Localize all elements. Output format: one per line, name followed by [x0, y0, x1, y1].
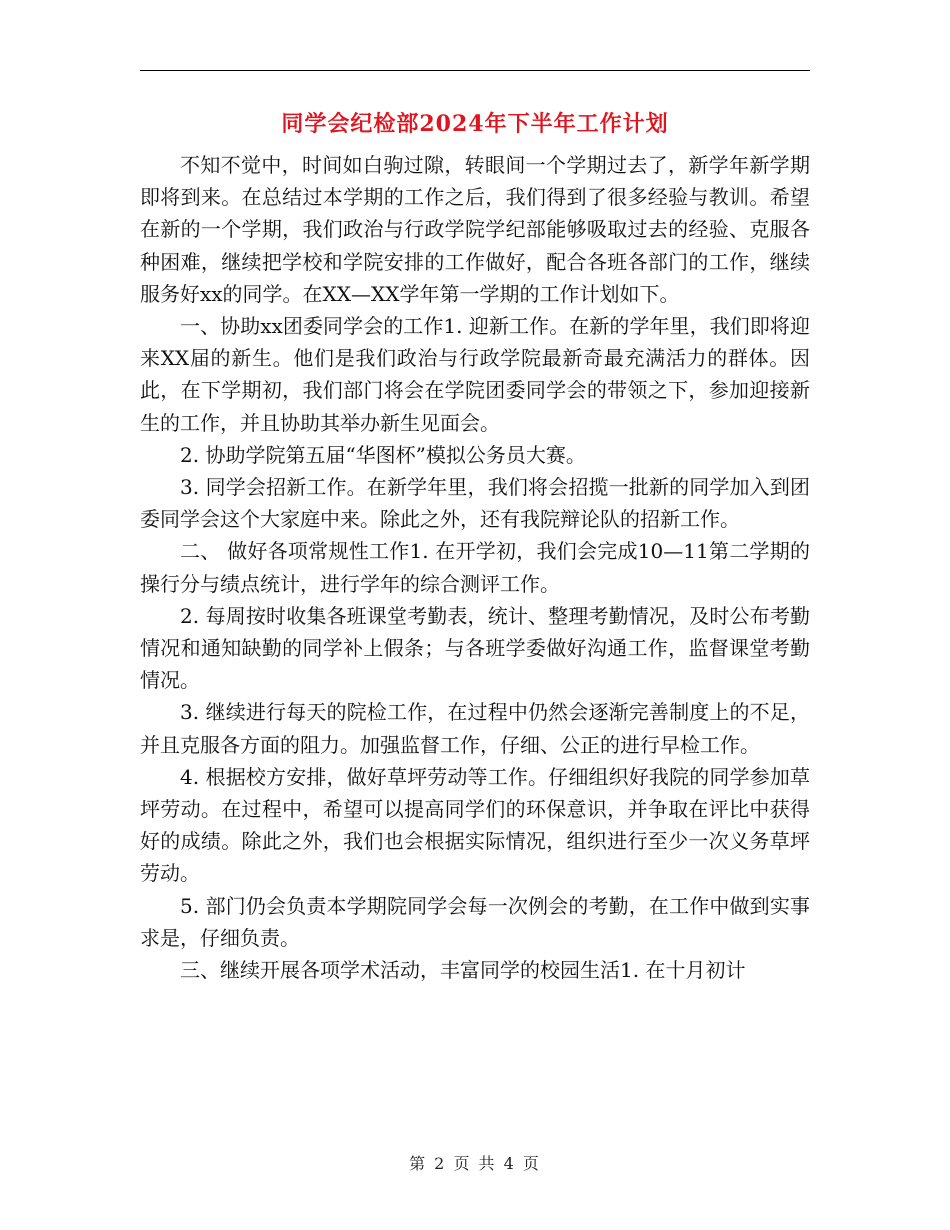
paragraph-section-2: 二、 做好各项常规性工作1. 在开学初，我们会完成10—11第二学期的操行分与绩点统计，进行学年的综合测评工作。	[140, 539, 810, 596]
header-rule	[140, 70, 810, 71]
paragraph-section-3: 三、继续开展各项学术活动，丰富同学的校园生活1. 在十月初计	[180, 958, 746, 983]
paragraph-item-1-3: 3. 同学会招新工作。在新学年里，我们将会招揽一批新的同学加入到团委同学会这个大家庭中来。除此之外，还有我院辩论队的招新工作。	[140, 475, 810, 532]
paragraph-item-2-2: 2. 每周按时收集各班课堂考勤表，统计、整理考勤情况，及时公布考勤情况和通知缺勤的同学补上假条；与各班学委做好沟通工作，监督课堂考勤情况。	[140, 603, 810, 693]
paragraph-item-2-4: 4. 根据校方安排，做好草坪劳动等工作。仔细组织好我院的同学参加草坪劳动。在过程中，希望可以提高同学们的环保意识，并争取在评比中获得好的成绩。除此之外，我们也会根据实际情况，组织进行至少一次义务草坪劳动。	[140, 764, 810, 886]
paragraph-intro: 不知不觉中，时间如白驹过隙，转眼间一个学期过去了，新学年新学期即将到来。在总结过本学期的工作之后，我们得到了很多经验与教训。希望在新的一个学期，我们政治与行政学院学纪部能够吸取过去的经验、克服各种困难，继续把学校和学院安排的工作做好，配合各班各部门的工作，继续服务好xx的同学。在XX—XX学年第一学期的工作计划如下。	[140, 153, 810, 306]
page-number-footer: 第 2 页 共 4 页	[409, 1154, 541, 1173]
paragraph-section-1: 一、协助xx团委同学会的工作1. 迎新工作。在新的学年里，我们即将迎来XX届的新生。他们是我们政治与行政学院最新奇最充满活力的群体。因此，在下学期初，我们部门将会在学院团委同学会的带领之下，参加迎接新生的工作，并且协助其举办新生见面会。	[140, 314, 810, 435]
paragraph-item-2-5: 5. 部门仍会负责本学期院同学会每一次例会的考勤，在工作中做到实事求是，仔细负责。	[140, 893, 810, 950]
paragraph-item-2-3: 3. 继续进行每天的院检工作，在过程中仍然会逐渐完善制度上的不足，并且克服各方面的阻力。加强监督工作，仔细、公正的进行早检工作。	[140, 700, 810, 757]
document-body	[140, 149, 810, 986]
document-title: 同学会纪检部2024年下半年工作计划	[281, 111, 669, 137]
paragraph-item-1-2: 2. 协助学院第五届“华图杯”模拟公务员大赛。	[180, 442, 586, 467]
